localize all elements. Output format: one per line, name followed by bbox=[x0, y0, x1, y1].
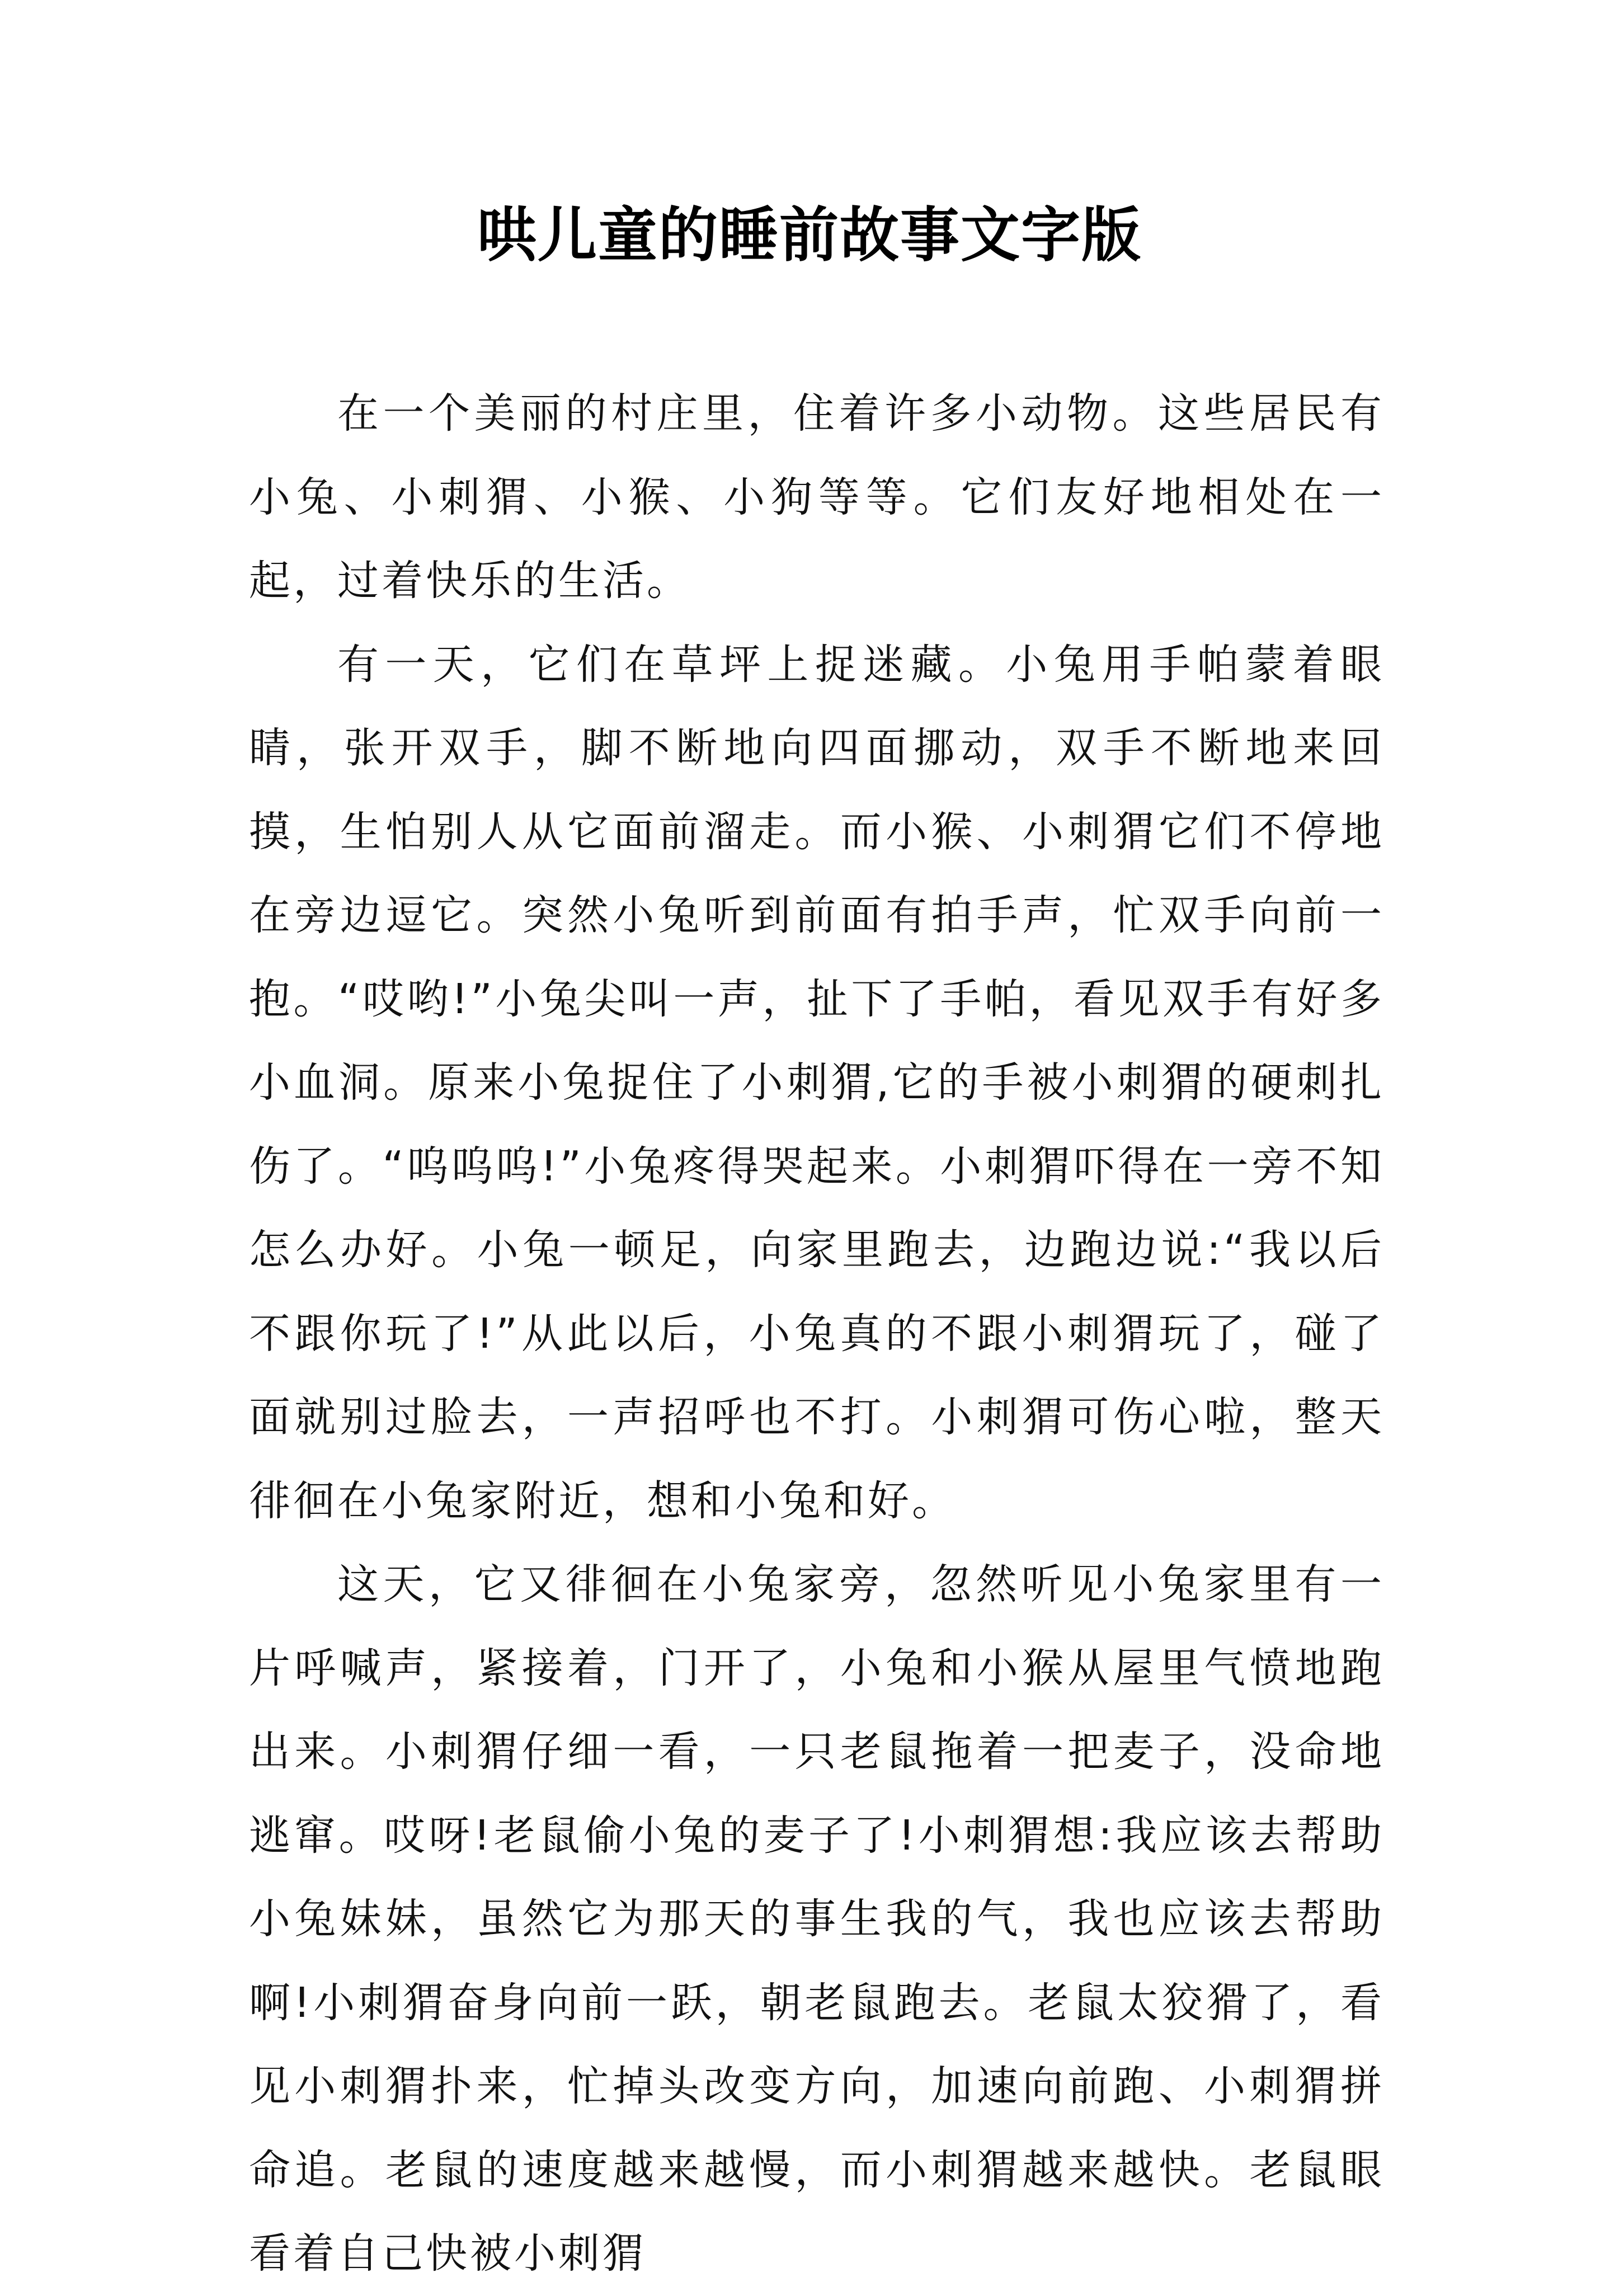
paragraph-1: 在一个美丽的村庄里，住着许多小动物。这些居民有小兔、小刺猬、小猴、小狗等等。它们友好地相处在一起，过着快乐的生活。 bbox=[249, 389, 1385, 605]
document-body bbox=[249, 372, 1385, 2296]
paragraph-3: 这天，它又徘徊在小兔家旁，忽然听见小兔家里有一片呼喊声，紧接着，门开了，小兔和小猴从屋里气愤地跑出来。小刺猬仔细一看，一只老鼠拖着一把麦子，没命地逃窜。哎呀!老鼠偷小兔的麦子了!小刺猬想:我应该去帮助小兔妹妹，虽然它为那天的事生我的气，我也应该去帮助啊!小刺猬奋身向前一跃，朝老鼠跑去。老鼠太狡猾了，看见小刺猬扑来，忙掉头改变方向，加速向前跑、小刺猬拼命追。老鼠的速度越来越慢，而小刺猬越来越快。老鼠眼看着自己快被小刺猬 bbox=[249, 1560, 1385, 2278]
paragraph-2: 有一天，它们在草坪上捉迷藏。小兔用手帕蒙着眼睛，张开双手，脚不断地向四面挪动，双手不断地来回摸，生怕别人从它面前溜走。而小猴、小刺猬它们不停地在旁边逗它。突然小兔听到前面有拍手声，忙双手向前一抱。“哎哟!”小兔尖叫一声，扯下了手帕，看见双手有好多小血洞。原来小兔捉住了小刺猬,它的手被小刺猬的硬刺扎伤了。“呜呜呜!”小兔疼得哭起来。小刺猬吓得在一旁不知怎么办好。小兔一顿足，向家里跑去，边跑边说:“我以后不跟你玩了!”从此以后，小兔真的不跟小刺猬玩了，碰了面就别过脸去，一声招呼也不打。小刺猬可伤心啦，整天徘徊在小兔家附近，想和小兔和好。 bbox=[249, 640, 1385, 1525]
document-title: 哄儿童的睡前故事文字版 bbox=[477, 200, 1142, 270]
